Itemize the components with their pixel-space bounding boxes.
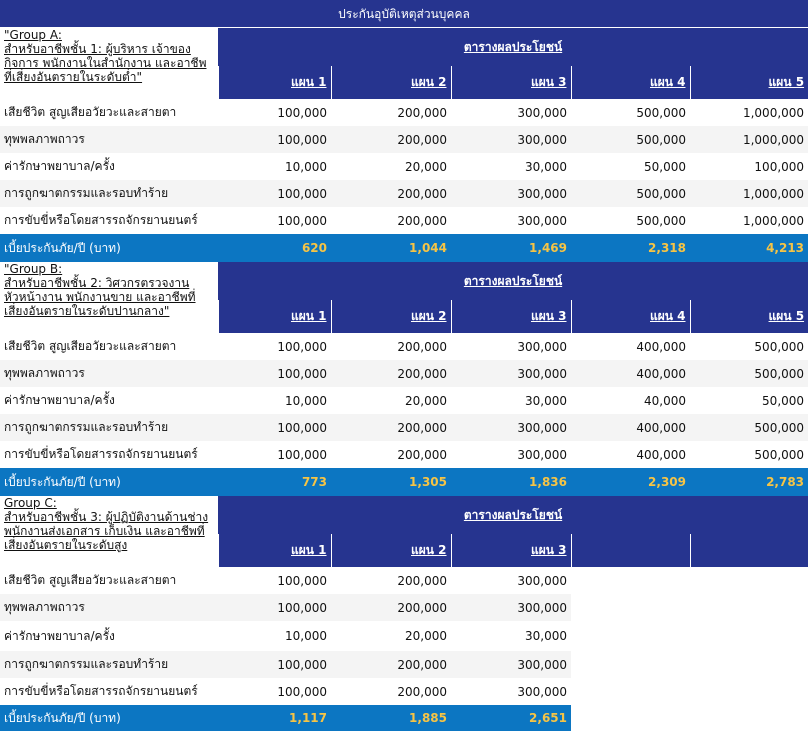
premium-row (0, 705, 808, 731)
empty-cell (571, 678, 690, 705)
benefit-value: 100,000 (277, 213, 327, 228)
benefit-label: ทุพพลภาพถาวร (0, 360, 218, 387)
benefit-row (0, 99, 808, 126)
benefit-value: 200,000 (331, 126, 451, 153)
benefit-value: 500,000 (636, 105, 686, 120)
benefit-value: 300,000 (517, 684, 567, 699)
group-description: Group C: สำหรับอาชีพชั้น 3: ผู้ปฏิบัติงานด้านช่าง พนักงานส่งเอกสาร เก็บเงิน และอาชีพที่เสี่ยงอันตรายในระดับสูง (0, 496, 218, 567)
benefit-row (0, 360, 808, 387)
benefit-value: 100,000 (218, 360, 331, 387)
benefit-value: 500,000 (690, 414, 808, 441)
empty-cell (690, 621, 808, 651)
plan-header: แผน 1 (218, 66, 331, 99)
empty-cell (690, 705, 808, 731)
benefit-label: ทุพพลภาพถาวร (0, 594, 218, 621)
benefit-value: 30,000 (525, 159, 567, 174)
benefit-label: ทุพพลภาพถาวร (0, 126, 218, 153)
premium-value: 1,836 (451, 468, 571, 496)
benefit-value: 20,000 (405, 629, 447, 643)
group-description: "Group B: สำหรับอาชีพชั้น 2: วิศวกรตรวจงาน หัวหน้างาน พนักงานขาย และอาชีพที่เสี่ยงอันตรายในระดับปานกลาง" (0, 262, 218, 333)
benefit-label: การขับขี่หรือโดยสารรถจักรยานยนตร์ (4, 684, 198, 698)
plan-header: แผน 5 (690, 66, 808, 99)
premium-value: 2,318 (571, 234, 690, 262)
benefit-label: เสียชีวิต สูญเสียอวัยวะและสายตา (4, 105, 177, 119)
benefit-value: 300,000 (517, 105, 567, 120)
plan-header: แผน 2 (331, 66, 451, 99)
benefit-value: 100,000 (277, 684, 327, 699)
benefit-value: 500,000 (571, 126, 690, 153)
benefit-value: 500,000 (754, 447, 805, 462)
benefit-value: 300,000 (517, 573, 567, 588)
plan-header: แผน 4 (571, 300, 690, 333)
benefit-value: 10,000 (285, 393, 327, 408)
benefit-value: 200,000 (397, 684, 447, 699)
benefit-value: 400,000 (571, 360, 690, 387)
premium-label: เบี้ยประกันภัย/ปี (บาท) (0, 468, 218, 496)
premium-value: 1,885 (331, 705, 451, 731)
benefit-row (0, 126, 808, 153)
empty-cell (690, 567, 808, 594)
benefit-value: 1,000,000 (742, 105, 805, 120)
benefit-value: 300,000 (517, 339, 567, 354)
benefit-label: การถูกฆาตกรรมและรอบทำร้าย (0, 414, 218, 441)
benefit-row (0, 594, 808, 621)
benefit-value: 100,000 (218, 651, 331, 678)
benefit-row (0, 621, 808, 651)
benefit-label: การขับขี่หรือโดยสารรถจักรยานยนตร์ (4, 447, 198, 461)
benefit-value: 50,000 (762, 393, 805, 408)
plan-header: แผน 2 (331, 534, 451, 567)
premium-value: 4,213 (690, 234, 808, 262)
premium-value: 620 (218, 234, 331, 262)
group-tables (0, 28, 808, 731)
benefit-value: 300,000 (451, 651, 571, 678)
benefit-value: 200,000 (331, 360, 451, 387)
benefit-value: 200,000 (397, 447, 447, 462)
benefit-value: 10,000 (285, 629, 327, 643)
benefit-label: เสียชีวิต สูญเสียอวัยวะและสายตา (4, 339, 177, 353)
benefit-value: 1,000,000 (690, 126, 808, 153)
benefit-value: 300,000 (451, 594, 571, 621)
benefit-value: 50,000 (644, 159, 686, 174)
plan-header: แผน 3 (451, 300, 571, 333)
benefit-label: ค่ารักษาพยาบาล/ครั้ง (4, 159, 115, 173)
empty-cell (571, 621, 690, 651)
benefit-value: 100,000 (277, 105, 327, 120)
benefit-label: การถูกฆาตกรรมและรอบทำร้าย (0, 180, 218, 207)
benefit-row (0, 333, 808, 360)
benefit-row (0, 153, 808, 180)
premium-label: เบี้ยประกันภัย/ปี (บาท) (0, 234, 218, 262)
group-table (0, 496, 808, 731)
benefit-value: 300,000 (517, 213, 567, 228)
benefit-value: 100,000 (754, 159, 805, 174)
premium-value: 1,305 (331, 468, 451, 496)
plan-header: แผน 1 (218, 534, 331, 567)
benefit-value: 200,000 (331, 651, 451, 678)
premium-value: 2,783 (690, 468, 808, 496)
benefit-value: 400,000 (636, 447, 686, 462)
benefit-value: 100,000 (277, 573, 327, 588)
plan-header-empty (690, 534, 808, 567)
plan-header: แผน 5 (690, 300, 808, 333)
premium-value: 1,469 (451, 234, 571, 262)
empty-cell (690, 594, 808, 621)
benefit-value: 200,000 (397, 573, 447, 588)
premium-row (0, 468, 808, 496)
benefit-value: 300,000 (451, 414, 571, 441)
benefit-value: 30,000 (525, 393, 567, 408)
benefit-row (0, 207, 808, 234)
premium-value: 2,651 (451, 705, 571, 731)
benefit-value: 300,000 (517, 447, 567, 462)
benefit-value: 20,000 (405, 393, 447, 408)
benefit-value: 500,000 (754, 339, 805, 354)
benefit-value: 30,000 (525, 629, 567, 643)
empty-cell (571, 594, 690, 621)
benefit-row (0, 387, 808, 414)
benefit-row (0, 441, 808, 468)
benefit-table-header: ตารางผลประโยชน์ (218, 262, 808, 300)
plan-header: แผน 3 (451, 534, 571, 567)
group-table (0, 262, 808, 496)
benefit-value: 100,000 (277, 447, 327, 462)
benefit-value: 10,000 (285, 159, 327, 174)
benefit-value: 1,000,000 (690, 180, 808, 207)
benefit-value: 300,000 (451, 180, 571, 207)
group-description: "Group A: สำหรับอาชีพชั้น 1: ผู้บริหาร เจ้าของกิจการ พนักงานในสำนักงาน และอาชีพที่เสี่ยงอันตรายในระดับต่ำ" (0, 28, 218, 99)
benefit-value: 20,000 (405, 159, 447, 174)
empty-cell (571, 567, 690, 594)
premium-value: 773 (218, 468, 331, 496)
empty-cell (571, 705, 690, 731)
benefit-value: 300,000 (451, 126, 571, 153)
benefit-value: 500,000 (636, 213, 686, 228)
plan-header: แผน 2 (331, 300, 451, 333)
benefit-value: 400,000 (636, 339, 686, 354)
empty-cell (690, 651, 808, 678)
benefit-value: 100,000 (218, 126, 331, 153)
benefit-value: 40,000 (644, 393, 686, 408)
premium-value: 2,309 (571, 468, 690, 496)
benefit-value: 200,000 (331, 414, 451, 441)
benefit-label: การถูกฆาตกรรมและรอบทำร้าย (0, 651, 218, 678)
empty-cell (571, 651, 690, 678)
benefit-label: การขับขี่หรือโดยสารรถจักรยานยนตร์ (4, 213, 198, 227)
premium-label: เบี้ยประกันภัย/ปี (บาท) (0, 705, 218, 731)
premium-value: 1,044 (331, 234, 451, 262)
premium-value: 1,117 (218, 705, 331, 731)
benefit-value: 200,000 (397, 213, 447, 228)
sheet-title: ประกันอุบัติเหตุส่วนบุคคล (0, 0, 808, 28)
benefit-value: 200,000 (331, 594, 451, 621)
benefit-row (0, 180, 808, 207)
benefit-value: 200,000 (331, 180, 451, 207)
benefit-value: 400,000 (571, 414, 690, 441)
benefit-row (0, 678, 808, 705)
benefit-label: เสียชีวิต สูญเสียอวัยวะและสายตา (4, 573, 177, 587)
benefit-label: ค่ารักษาพยาบาล/ครั้ง (4, 393, 115, 407)
benefit-value: 100,000 (218, 594, 331, 621)
benefit-value: 100,000 (277, 339, 327, 354)
plan-header-empty (571, 534, 690, 567)
benefit-value: 1,000,000 (742, 213, 805, 228)
benefit-value: 100,000 (218, 180, 331, 207)
benefit-value: 500,000 (690, 360, 808, 387)
benefit-value: 100,000 (218, 414, 331, 441)
benefit-row (0, 567, 808, 594)
premium-row (0, 234, 808, 262)
group-table (0, 28, 808, 262)
benefit-value: 200,000 (397, 339, 447, 354)
plan-header: แผน 1 (218, 300, 331, 333)
empty-cell (690, 678, 808, 705)
benefit-value: 500,000 (571, 180, 690, 207)
benefit-table-header: ตารางผลประโยชน์ (218, 28, 808, 66)
benefit-label: ค่ารักษาพยาบาล/ครั้ง (4, 628, 115, 643)
benefit-value: 200,000 (397, 105, 447, 120)
plan-header: แผน 4 (571, 66, 690, 99)
benefit-value: 300,000 (451, 360, 571, 387)
benefit-row (0, 651, 808, 678)
benefit-row (0, 414, 808, 441)
plan-header: แผน 3 (451, 66, 571, 99)
benefit-table-header: ตารางผลประโยชน์ (218, 496, 808, 534)
